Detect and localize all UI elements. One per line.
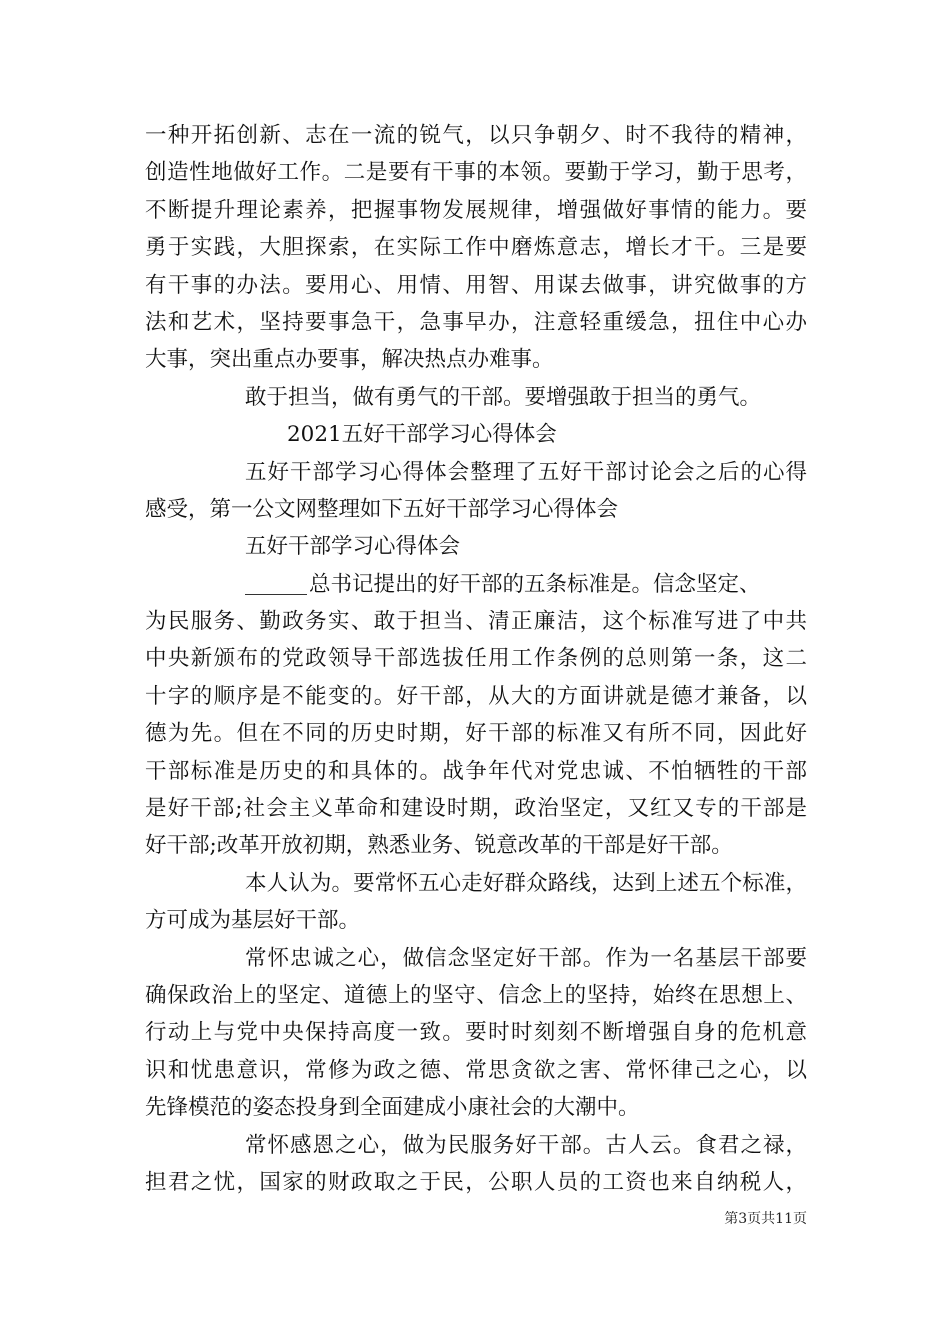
text-line: 大事，突出重点办要事，解决热点办难事。 (145, 347, 554, 373)
text-line: 感受，第一公文网整理如下五好干部学习心得体会 (145, 496, 619, 522)
text-line: 先锋模范的姿态投身到全面建成小康社会的大潮中。 (145, 1095, 640, 1121)
text-line (145, 566, 807, 603)
text-line: 担君之忧，国家的财政取之于民，公职人员的工资也来自纳税人， (145, 1169, 807, 1195)
text-line: 不断提升理论素养，把握事物发展规律，增强做好事情的能力。要 (145, 197, 807, 223)
text-line: 有干事的办法。要用心、用情、用智、用谋去做事，讲究做事的方 (145, 272, 807, 298)
text-line: 本人认为。要常怀五心走好群众路线，达到上述五个标准， (245, 870, 807, 896)
blank-underline (245, 572, 307, 595)
text-line: 创造性地做好工作。二是要有干事的本领。要勤于学习，勤于思考， (145, 160, 807, 186)
text-line: 一种开拓创新、志在一流的锐气，以只争朝夕、时不我待的精神， (145, 123, 807, 148)
text-line: 好干部;改革开放初期，熟悉业务、锐意改革的干部是好干部。 (145, 833, 733, 859)
text-line: 中央新颁布的党政领导干部选拔任用工作条例的总则第一条，这二 (145, 646, 807, 672)
text-line: 常怀忠诚之心，做信念坚定好干部。作为一名基层干部要 (245, 945, 807, 971)
text-line: 方可成为基层好干部。 (145, 908, 361, 934)
text-line: 常怀感恩之心，做为民服务好干部。古人云。食君之禄， (245, 1132, 807, 1158)
text-line-content: 总书记提出的好干部的五条标准是。信念坚定、 (309, 571, 761, 597)
text-line: 勇于实践，大胆探索，在实际工作中磨炼意志，增长才干。三是要 (145, 235, 807, 261)
text-line: 五好干部学习心得体会整理了五好干部讨论会之后的心得 (245, 459, 807, 485)
document-body (145, 117, 807, 1201)
text-line: 识和忧患意识，常修为政之德、常思贪欲之害、常怀律己之心，以 (145, 1057, 807, 1083)
text-line: 确保政治上的坚定、道德上的坚守、信念上的坚持，始终在思想上、 (145, 982, 807, 1008)
page-number: 第3页共11页 (724, 1211, 807, 1227)
text-line: 法和艺术，坚持要事急干，急事早办，注意轻重缓急，扭住中心办 (145, 309, 807, 335)
text-line: 敢于担当，做有勇气的干部。要增强敢于担当的勇气。 (245, 384, 762, 410)
section-title: 2021五好干部学习心得体会 (287, 422, 557, 448)
text-line: 行动上与党中央保持高度一致。要时时刻刻不断增强自身的危机意 (145, 1020, 807, 1046)
text-line: 十字的顺序是不能变的。好干部，从大的方面讲就是德才兼备，以 (145, 683, 807, 709)
text-line: 是好干部;社会主义革命和建设时期，政治坚定，又红又专的干部是 (145, 796, 807, 822)
text-line: 干部标准是历史的和具体的。战争年代对党忠诚、不怕牺牲的干部 (145, 758, 807, 784)
subheading: 五好干部学习心得体会 (245, 534, 461, 560)
text-line: 德为先。但在不同的历史时期，好干部的标准又有所不同，因此好 (145, 721, 807, 747)
text-line: 为民服务、勤政务实、敢于担当、清正廉洁，这个标准写进了中共 (145, 609, 807, 635)
